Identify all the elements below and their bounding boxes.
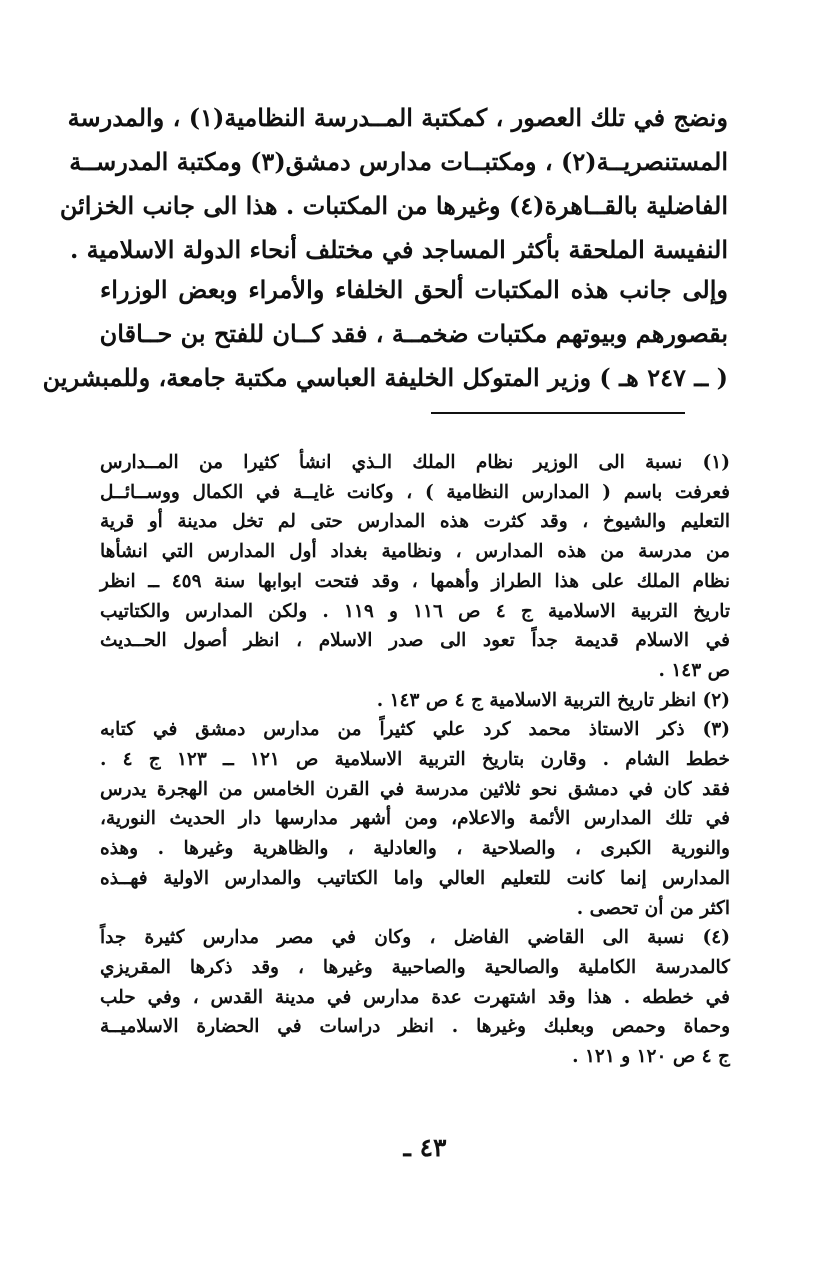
footnote-line: نظام الملك على هذا الطراز وأهمها ، وقد فتحت ابوابها سنة ٤٥٩ ــ انظر: [100, 570, 730, 592]
body-line: بقصورهم وبيوتهم مكتبات ضخمــة ، فقد كــان للفتح بن حــاقان: [99, 319, 728, 348]
footnote-line: من مدرسة من هذه المدارس ، ونظامية بغداد أول المدارس التي انشأها: [100, 541, 730, 563]
page-number: ٤٣ ـ: [403, 1133, 447, 1162]
footnote-line: المدارس إنما كانت للتعليم العالي واما الكتاتيب والمدارس الاولية فهــذه: [100, 867, 730, 889]
footnote-line: في الاسلام قديمة جداً تعود الى صدر الاسلام ، انظر أصول الحــديث: [100, 630, 730, 652]
footnote-line: (٢) انظر تاريخ التربية الاسلامية ج ٤ ص ١٤٣ .: [376, 689, 730, 711]
body-line: النفيسة الملحقة بأكثر المساجد في مختلف أنحاء الدولة الاسلامية .: [69, 235, 728, 264]
footnote-line: التعليم والشيوخ ، وقد كثرت هذه المدارس حتى لم تخل مدينة أو قرية: [100, 511, 730, 533]
body-line: ( ــ ٢٤٧ هـ ) وزير المتوكل الخليفة العباسي مكتبة جامعة، وللمبشرين: [42, 363, 728, 392]
footnote-line: (٤) نسبة الى القاضي الفاضل ، وكان في مصر مدارس كثيرة جداً: [100, 927, 730, 949]
footnote-line: فقد كان في دمشق نحو ثلاثين مدرسة في القرن الخامس من الهجرة يدرس: [100, 778, 730, 800]
footnote-line: تاريخ التربية الاسلامية ج ٤ ص ١١٦ و ١١٩ . ولكن المدارس والكتاتيب: [100, 600, 731, 622]
body-paragraph-2: [42, 268, 728, 400]
footnote-line: خطط الشام . وقارن بتاريخ التربية الاسلامية ص ١٢١ ــ ١٢٣ ج ٤ .: [100, 749, 730, 771]
footnote-line: كالمدرسة الكاملية والصالحية والصاحبية وغيرها ، وقد ذكرها المقريزي: [100, 956, 730, 978]
footnote-line: والنورية الكبرى ، والصلاحية ، والعادلية ، والظاهرية وغيرها . وهذه: [100, 838, 730, 860]
footnote-line: (٣) ذكر الاستاذ محمد كرد علي كثيراً من مدارس دمشق في كتابه: [100, 719, 730, 741]
body-line: الفاضلية بالقــاهرة(٤) وغيرها من المكتبات . هذا الى جانب الخزائن: [59, 191, 728, 220]
footnote-separator: [431, 412, 685, 414]
footnote-line: اكثر من أن تحصى .: [576, 897, 730, 919]
footnotes: [100, 448, 730, 1072]
footnote-line: ج ٤ ص ١٢٠ و ١٢١ .: [572, 1046, 730, 1068]
footnote-line: فعرفت باسم ( المدارس النظامية ) ، وكانت غايــة في الكمال ووســائــل: [100, 481, 730, 503]
body-paragraph-1: [59, 96, 728, 272]
body-line: وإلى جانب هذه المكتبات ألحق الخلفاء والأمراء وبعض الوزراء: [100, 275, 728, 304]
body-line: ونضج في تلك العصور ، كمكتبة المــدرسة النظامية(١) ، والمدرسة: [67, 103, 728, 132]
footnote-line: ص ١٤٣ .: [658, 659, 730, 681]
body-line: المستنصريــة(٢) ، ومكتبــات مدارس دمشق(٣) ومكتبة المدرســة: [69, 147, 728, 176]
footnote-line: في تلك المدارس الأئمة والاعلام، ومن أشهر مدارسها دار الحديث النورية،: [100, 808, 730, 830]
footnote-line: في خططه . هذا وقد اشتهرت عدة مدارس في مدينة القدس ، وفي حلب: [100, 986, 730, 1008]
footnote-line: وحماة وحمص وبعلبك وغيرها . انظر دراسات في الحضارة الاسلاميــة: [100, 1016, 730, 1038]
footnote-line: (١) نسبة الى الوزير نظام الملك الـذي انشأ كثيرا من المــدارس: [100, 452, 730, 473]
